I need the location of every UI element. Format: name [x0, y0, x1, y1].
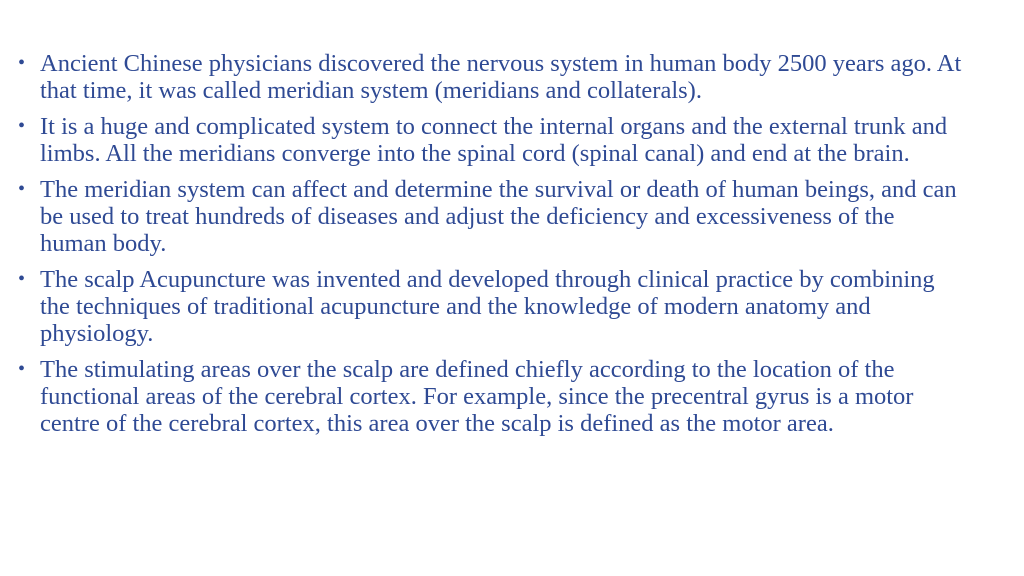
bullet-icon: •	[18, 178, 26, 200]
bullet-list	[16, 50, 964, 437]
bullet-text: The meridian system can affect and determine the survival or death of human beings, and can be used to treat hundreds of diseases and adjust the deficiency and excessiveness of the human body.	[40, 176, 957, 257]
bullet-item	[16, 113, 964, 167]
bullet-text: The stimulating areas over the scalp are defined chiefly according to the location of the functional areas of the cerebral cortex. For example, since the precentral gyrus is a motor centre of the cerebral cortex, this area over the scalp is defined as the motor area.	[40, 356, 914, 437]
bullet-text: The scalp Acupuncture was invented and developed through clinical practice by combining the techniques of traditional acupuncture and the knowledge of modern anatomy and physiology.	[40, 266, 935, 347]
bullet-icon: •	[18, 115, 26, 137]
bullet-item	[16, 266, 964, 347]
bullet-item	[16, 50, 964, 104]
bullet-item	[16, 356, 964, 437]
bullet-icon: •	[18, 268, 26, 290]
bullet-icon: •	[18, 52, 26, 74]
bullet-text: It is a huge and complicated system to connect the internal organs and the external trunk and limbs. All the meridians converge into the spinal cord (spinal canal) and end at the brain.	[40, 113, 948, 167]
bullet-text: Ancient Chinese physicians discovered the nervous system in human body 2500 years ago. At that time, it was called meridian system (meridians and collaterals).	[40, 50, 962, 104]
bullet-icon: •	[18, 358, 26, 380]
bullet-item	[16, 176, 964, 257]
